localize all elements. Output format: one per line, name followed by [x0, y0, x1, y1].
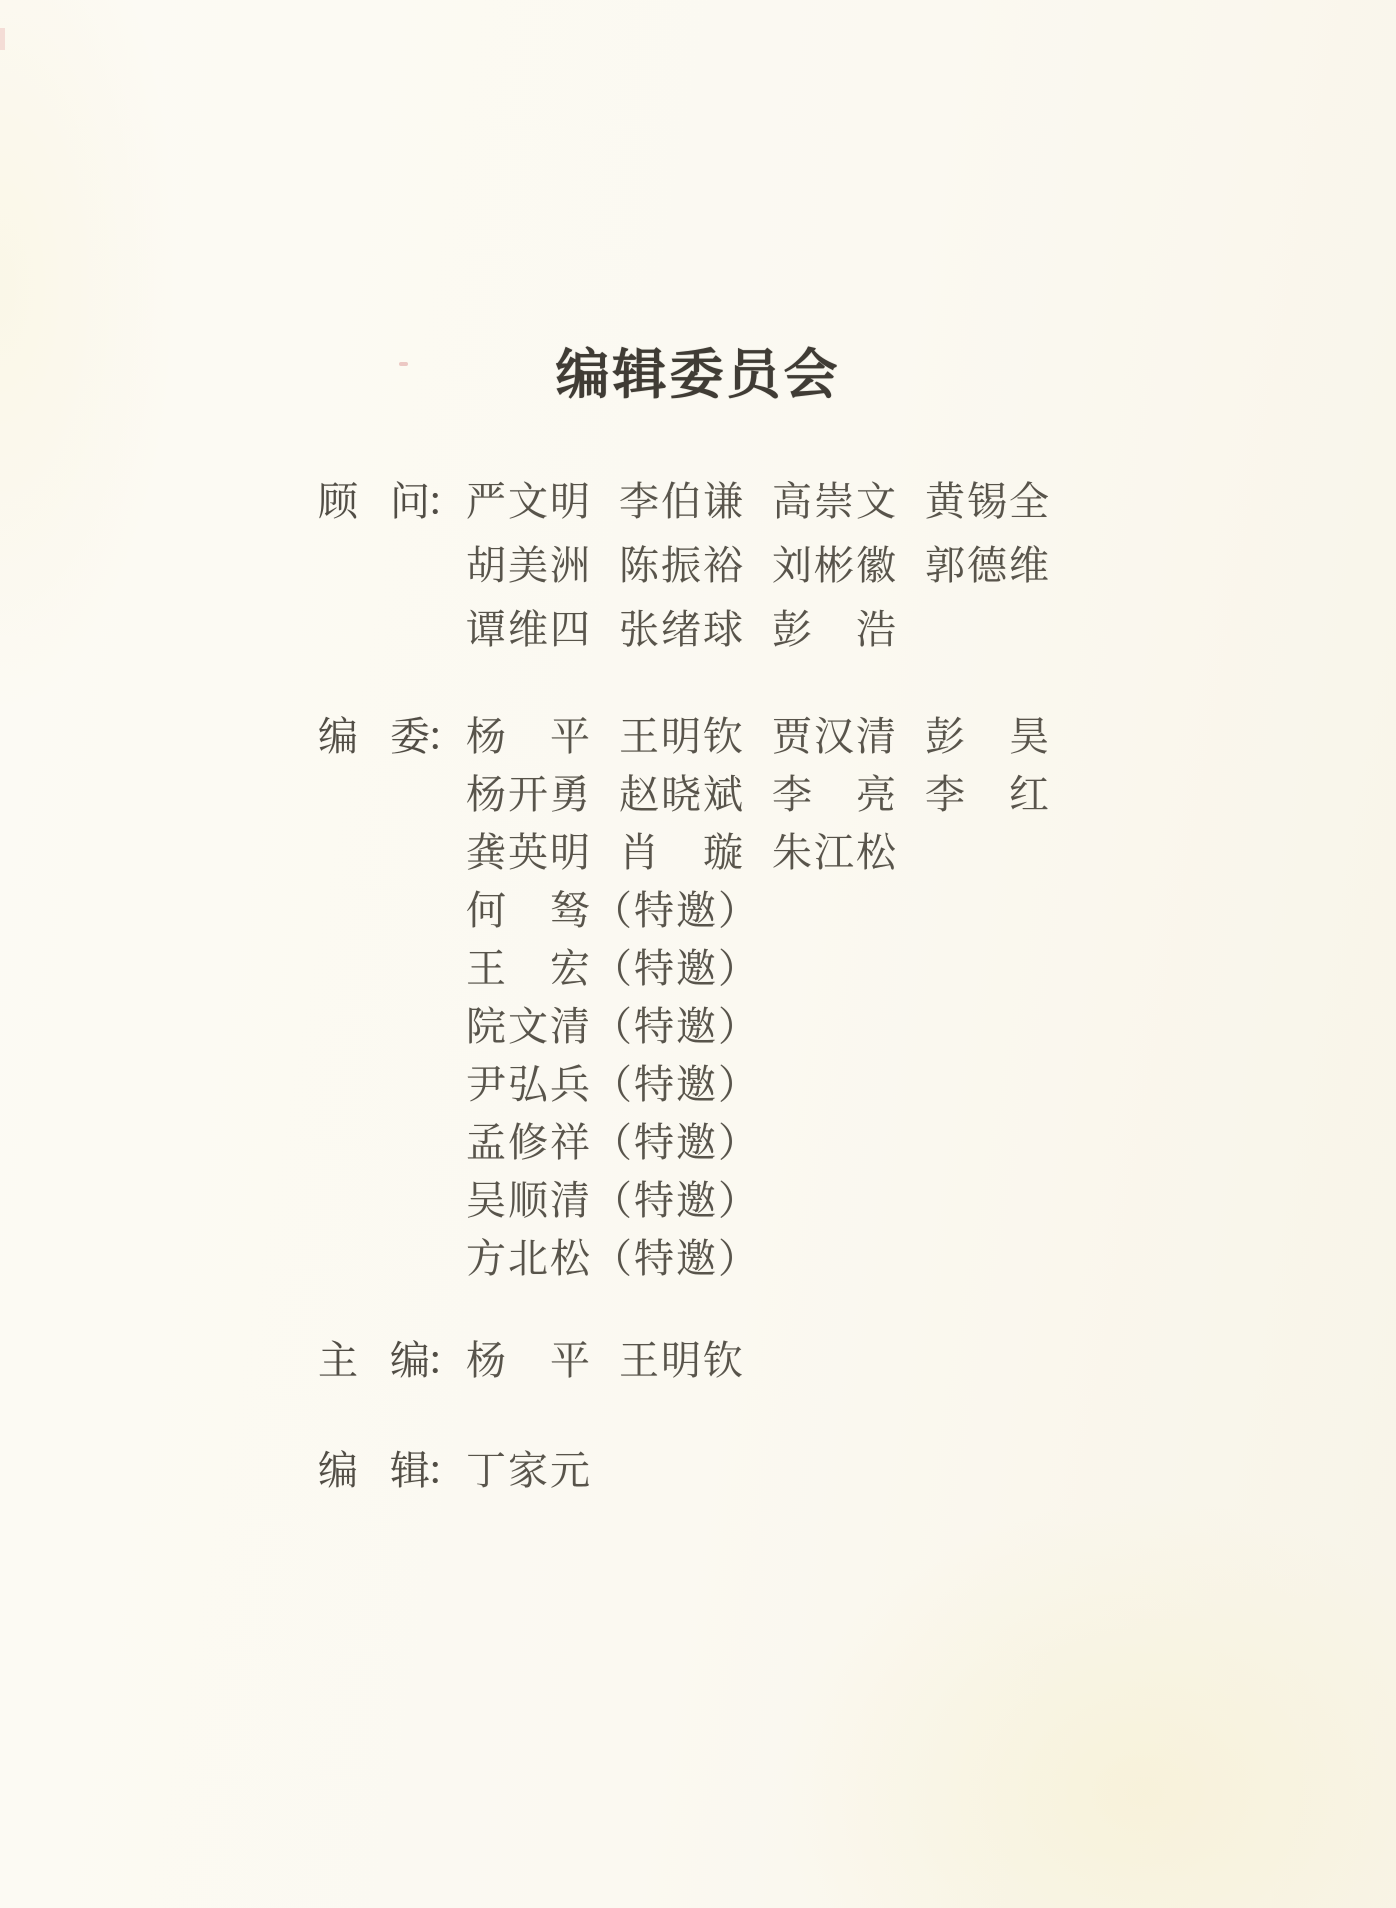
- section-label-chief: [318, 1332, 430, 1390]
- person-name: 谭维四: [466, 607, 592, 652]
- label-char: 编: [390, 1338, 430, 1383]
- name-row: [466, 1172, 1068, 1230]
- person-name-invited: 孟修祥（特邀）: [466, 1120, 760, 1165]
- name-row: [466, 1056, 1068, 1114]
- person-name: 李 红: [925, 772, 1051, 817]
- name-row: [466, 1114, 1068, 1172]
- person-name: 龚英明: [466, 830, 592, 875]
- chief-names: [466, 1332, 762, 1390]
- person-name: 李 亮: [772, 772, 898, 817]
- label-char: 顾: [318, 479, 358, 524]
- label-char: 问: [390, 479, 430, 524]
- person-name-invited: 王 宏（特邀）: [466, 946, 760, 991]
- person-name: 张绪球: [619, 607, 745, 652]
- person-name: 高崇文: [772, 479, 898, 524]
- person-name: 朱江松: [772, 830, 898, 875]
- section-chief-editors: [318, 1332, 762, 1390]
- person-name: 杨 平: [466, 1338, 592, 1383]
- label-colon: ：: [426, 479, 466, 524]
- person-name: 严文明: [466, 479, 592, 524]
- name-row: [466, 534, 1068, 598]
- board-names: [466, 708, 1068, 1288]
- section-editor: [318, 1442, 609, 1500]
- person-name: 胡美洲: [466, 543, 592, 588]
- person-name-invited: 尹弘兵（特邀）: [466, 1062, 760, 1107]
- label-colon: ：: [426, 1448, 466, 1493]
- name-row: [466, 940, 1068, 998]
- person-name: 丁家元: [466, 1448, 592, 1493]
- name-row: [466, 1230, 1068, 1288]
- scan-edge-artifact: [0, 28, 5, 50]
- label-char: 编: [318, 714, 358, 759]
- person-name-invited: 方北松（特邀）: [466, 1236, 760, 1281]
- person-name-invited: 院文清（特邀）: [466, 1004, 760, 1049]
- name-row: [466, 824, 1068, 882]
- person-name: 杨 平: [466, 714, 592, 759]
- person-name: 李伯谦: [619, 479, 745, 524]
- person-name: 王明钦: [619, 714, 745, 759]
- name-row: [466, 882, 1068, 940]
- name-row: [466, 598, 1068, 662]
- name-row: [466, 470, 1068, 534]
- name-row: [466, 708, 1068, 766]
- section-editorial-board: [318, 708, 1068, 1288]
- person-name: 陈振裕: [619, 543, 745, 588]
- editor-names: [466, 1442, 609, 1500]
- section-advisors: [318, 470, 1068, 662]
- advisors-names: [466, 470, 1068, 662]
- person-name: 郭德维: [925, 543, 1051, 588]
- name-row: [466, 998, 1068, 1056]
- person-name: 杨开勇: [466, 772, 592, 817]
- person-name: 贾汉清: [772, 714, 898, 759]
- label-colon: ：: [426, 1338, 466, 1383]
- label-colon: ：: [426, 714, 466, 759]
- label-char: 辑: [390, 1448, 430, 1493]
- person-name: 赵晓斌: [619, 772, 745, 817]
- person-name: 王明钦: [619, 1338, 745, 1383]
- name-row: [466, 766, 1068, 824]
- name-row: [466, 1332, 762, 1390]
- person-name: 彭 浩: [772, 607, 898, 652]
- label-char: 委: [390, 714, 430, 759]
- person-name-invited: 吴顺清（特邀）: [466, 1178, 760, 1223]
- person-name: 肖 璇: [619, 830, 745, 875]
- person-name-invited: 何 驽（特邀）: [466, 888, 760, 933]
- page-title: 编辑委员会: [555, 345, 841, 405]
- person-name: 刘彬徽: [772, 543, 898, 588]
- name-row: [466, 1442, 609, 1500]
- label-char: 主: [318, 1338, 358, 1383]
- section-label-editor: [318, 1442, 430, 1500]
- person-name: 彭 昊: [925, 714, 1051, 759]
- person-name: 黄锡全: [925, 479, 1051, 524]
- label-char: 编: [318, 1448, 358, 1493]
- section-label-board: [318, 708, 430, 766]
- section-label-advisors: [318, 470, 430, 534]
